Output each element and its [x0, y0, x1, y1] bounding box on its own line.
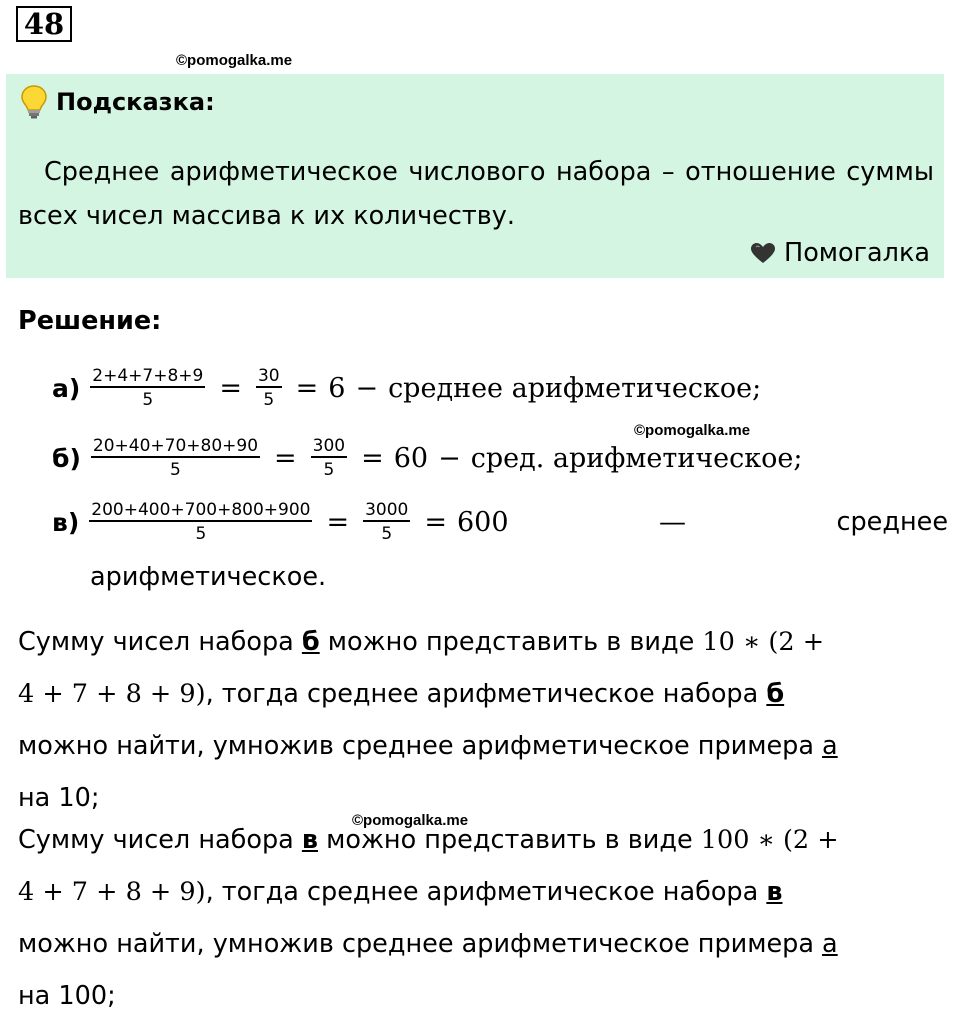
text: можно найти, умножив среднее арифметическое примера [18, 929, 823, 959]
result: 60 [393, 442, 429, 474]
text: можно найти, умножив среднее арифметическое примера [18, 731, 823, 761]
equation-a-label: а) [52, 373, 81, 403]
math-expression: 4 + 7 + 8 + 9) [18, 679, 206, 709]
brand-text: Помогалка [784, 238, 930, 268]
denominator: 5 [142, 390, 154, 410]
text: можно представить в виде [318, 825, 701, 855]
equation-b-label: б) [52, 443, 81, 473]
text: , тогда среднее арифметическое набора [205, 679, 767, 709]
set-label: б [301, 627, 320, 657]
hint-title [20, 84, 215, 120]
fraction [363, 500, 410, 544]
denominator: 5 [381, 524, 393, 544]
numerator: 2+4+7+8+9 [92, 366, 204, 386]
text: Сумму чисел набора [18, 627, 302, 657]
numerator: 3000 [365, 500, 409, 520]
equation-tail: сред. арифметическое; [470, 442, 803, 474]
example-label: а [822, 731, 838, 761]
watermark: ©pomogalka.me [634, 422, 751, 439]
heart-icon [750, 242, 776, 264]
equation-c-continuation: арифметическое. [90, 562, 327, 592]
paragraph-set-b [18, 616, 946, 824]
text: Сумму чисел набора [18, 825, 302, 855]
equation-c-label: в) [52, 507, 80, 537]
hint-text: Среднее арифметическое числового набора – отношение суммы всех чисел массива к их количеству. [18, 157, 934, 231]
equation-tail: среднее [836, 507, 949, 537]
set-label: б [766, 679, 785, 709]
fraction [311, 436, 347, 480]
denominator: 5 [195, 524, 207, 544]
dash: − [438, 442, 461, 474]
denominator: 5 [170, 460, 181, 480]
dash: − [355, 372, 379, 404]
result: 6 [328, 372, 346, 404]
fraction [89, 500, 312, 544]
brand [750, 238, 930, 268]
fraction [256, 366, 282, 410]
lightbulb-icon [20, 84, 48, 120]
set-label: в [301, 825, 319, 855]
hint-box [6, 74, 944, 278]
set-label: в [766, 877, 783, 907]
watermark: ©pomogalka.me [176, 52, 293, 69]
numerator: 300 [312, 436, 346, 456]
watermark: ©pomogalka.me [352, 812, 469, 829]
dash: — [658, 506, 686, 538]
denominator: 5 [323, 460, 335, 480]
denominator: 5 [263, 390, 275, 410]
numerator: 20+40+70+80+90 [92, 436, 259, 456]
text: можно представить в виде [319, 627, 703, 657]
equation-tail: среднее арифметическое; [388, 372, 762, 404]
fraction [91, 436, 260, 480]
math-expression: 4 + 7 + 8 + 9) [18, 877, 206, 907]
equation-a: а) $\frac{2+4+7+8+9}{5}$ = $\frac{30}{5}$ = 6 − среднее арифметическое; [52, 366, 762, 410]
fraction [90, 366, 205, 410]
math-expression: 10 ∗ (2 + [702, 627, 825, 657]
text: на 10; [18, 783, 100, 813]
hint-title-text: Подсказка: [56, 88, 215, 116]
text: , тогда среднее арифметическое набора [205, 877, 767, 907]
numerator: 30 [257, 366, 280, 386]
paragraph-set-c [18, 814, 946, 1022]
math-expression: 100 ∗ (2 + [700, 825, 839, 855]
equation-c: в) $\frac{200+400+700+800+900}{5}$ = $\frac{3000}{5}$ = 600 — среднее [52, 500, 949, 544]
numerator: 200+400+700+800+900 [91, 500, 311, 520]
task-number: 48 [16, 6, 72, 42]
equation-b: б) $\frac{20+40+70+80+90}{5}$ = $\frac{300}{5}$ = 60 − сред. арифметическое; [52, 436, 803, 480]
example-label: а [822, 929, 838, 959]
solution-label: Решение: [18, 306, 162, 336]
text: на 100; [18, 981, 116, 1011]
result: 600 [456, 506, 509, 538]
